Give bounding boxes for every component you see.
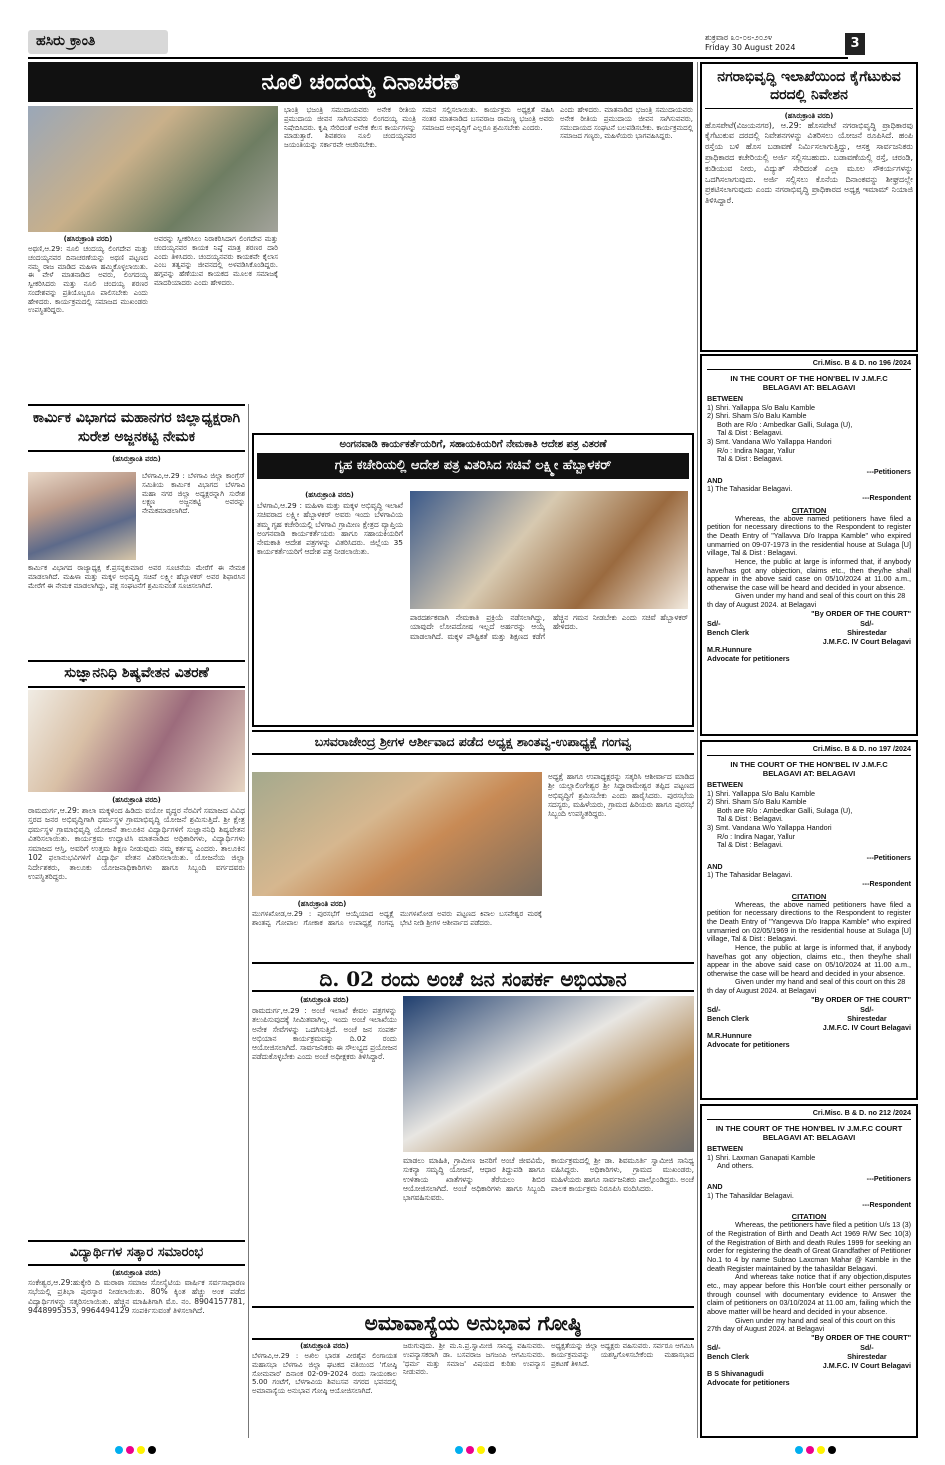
citation-body-2: And whereas take notice that if any objection,disputes etc., may appear before this Hon'ble court either personally or through counsel with documentary evidence to Answer the claim of petitioners on 03/10/2024 at 11.00 am, failing which the above matter will be heard and decided in your absence. [707,1272,911,1316]
postal-event-photo [403,996,694,1152]
paper-name: ಹಸಿರು ಕ್ರಾಂತಿ [28,30,168,54]
and-label: AND [707,1182,723,1192]
divider [697,62,698,1438]
black-dot [488,1446,496,1454]
article-col-5: ಎಂದು ಹೇಳಿದರು. ಮಾತನಾಡಿದ ಭಜಂತ್ರಿ ಸಮುದಾಯವರು ಅನೇಕ ರೀತಿಯ ಪ್ರಮುದಾಯ ಜೀವನ ಸಾಗಿಸುವವರು, ಸಮುದಾಯದ ಸಂಘಟನೆ ಬಲಪಡಿಸಬೇಕು. ಕಾರ್ಯಕ್ರಮದಲ್ಲಿ ಸಮಾಜದ ಗಣ್ಯರು, ಮಹಿಳೆಯರು ಭಾಗವಹಿಸಿದ್ದರು. [560,106,693,141]
and-label: AND [707,475,723,485]
party-7: Tal & Dist : Belagavi. [717,840,783,850]
registration-marks-left [115,1446,156,1454]
article-ajjanakatti [28,404,245,684]
party-2: And others. [717,1161,754,1171]
article-col-4: ಸಮನ ಸಲ್ಲಿಸಲಾಯಿತು. ಕಾರ್ಯಕ್ರಮ ಅಧ್ಯಕ್ಷತೆ ವಹಿಸಿ ನಂತರ ಮಾತನಾಡಿದ ಬಸವರಾಜ ರಾಮಣ್ಣ ಭಜಂತ್ರಿ ಅವರು ಸಮಾಜದ ಅಭಿವೃದ್ಧಿಗೆ ಎಲ್ಲರೂ ಶ್ರಮಿಸಬೇಕು ಎಂದರು. [422,106,554,132]
advocate-label: Advocate for petitioners [707,653,790,663]
advocate-name: M.R.Hunnure [707,645,752,655]
kicker: ಅಂಗನವಾಡಿ ಕಾರ್ಯಕರ್ತೆಯರಿಗೆ, ಸಹಾಯಕಿಯರಿಗೆ ನೇಮಕಾತಿ ಆದೇಶ ಪತ್ರ ವಿತರಣೆ [339,439,607,450]
article-body-1: ರಾಮದುರ್ಗ,ಆ.29 : ಅಂಚೆ ಇಲಾಖೆ ಕೇವಲ ಪತ್ರಗಳನ್ನು ತಲುಪಿಸುವುದಕ್ಕೆ ಸೀಮಿತವಾಗಿಲ್ಲ. ಇಂದು ಅಂಚೆ ಇಲಾಖೆಯು ಅನೇಕ ಸೇವೆಗಳನ್ನು ಒದಗಿಸುತ್ತಿದೆ. ಅಂಚೆ ಜನ ಸಂಪರ್ಕ ಅಭಿಯಾನ ಕಾರ್ಯಕ್ರಮವನ್ನು ದಿ.02 ರಂದು ಆಯೋಜಿಸಲಾಗಿದೆ. ಸಾರ್ವಜನಿಕರು ಈ ಸೌಲಭ್ಯದ ಪ್ರಯೋಜನ ಪಡೆದುಕೊಳ್ಳಬೇಕು ಎಂದು ಅಂಚೆ ಅಧೀಕ್ಷಕರು ತಿಳಿಸಿದ್ದಾರೆ. [252,1006,397,1062]
black-dot [148,1446,156,1454]
headline: ವಿದ್ಯಾರ್ಥಿಗಳ ಸತ್ಕಾರ ಸಮಾರಂಭ [28,1240,245,1266]
byline: (ಹಸಿರುಕ್ರಾಂತಿ ವರದಿ) [784,112,834,120]
and-label: AND [707,861,723,871]
article-sujnananidhi [28,660,245,1235]
citation-body: Whereas, the above named petitioners have filed a petition for necessary directions to the Respondent to register the Death Entry of "Yallavva D/o Irappa Kamble" who expired unmarried on 09-07-1973 in the residential house at Sulaga [U] village, Tal & Dist : Belagavi. [707,513,911,558]
court-notice-197 [700,740,918,1100]
signature-row [707,1344,911,1370]
article-body-1: ಬೆಳಗಾವಿ,ಆ.29 : ಅಖಿಲ ಭಾರತ ವೀರಶೈವ ಲಿಂಗಾಯತ ಮಹಾಸಭಾ ಬೆಳಗಾವಿ ಜಿಲ್ಲಾ ಘಟಕದ ವತಿಯಿಂದ 'ಗೋಷ್ಠಿ ಸೋಮವಾರ' ದಿನಾಂಕ 02-09-2024 ರಂದು ಸಾಯಂಕಾಲ 5.00 ಗಂಟೆಗೆ, ಬೆಳಗಾವಿಯ ಶಿವಬಸವ ನಗರದ ಭವನದಲ್ಲಿ ಅಮಾವಾಸ್ಯೆಯ ಅನುಭಾವ ಗೋಷ್ಠಿ ಆಯೋಜಿಸಲಾಗಿದೆ. [252,1352,397,1395]
advocate-name: B S Shivanagudi [707,1369,764,1379]
byline: (ಹಸಿರುಕ್ರಾಂತಿ ವರದಿ) [300,996,349,1004]
magenta-dot [466,1446,474,1454]
party-3: Both are R/o : Ambedkar Galli, Sulaga (U), [717,419,853,429]
citation-body: Whereas, the above named petitioners have filed a petition for necessary directions to the Respondent to register the Death Entry of "Yangevva D/o Irappa Kamble" who expired unmarried on 02/05/1969 in the residential house at Sulaga [U] village, Tal & Dist : Belagavi. [707,899,911,944]
byline: (ಹಸಿರುಕ್ರಾಂತಿ ವರದಿ) [300,1342,349,1350]
party-5: 3) Smt. Vandana W/o Yallappa Handori [707,437,832,447]
article-students [28,1240,245,1435]
registration-marks-right [795,1446,836,1454]
shirestedar: Sd/- Shirestedar J.M.F.C. IV Court Belagavi [822,1343,911,1370]
headline: ದಿ. 02 ರಂದು ಅಂಚೆ ಜನ ಸಂಪರ್ಕ ಅಭಿಯಾನ [252,962,694,992]
advocate-name: M.R.Hunnure [707,1031,752,1041]
article-col-3: ಭಾಂತ್ರಿ ಭಜಂತ್ರಿ ಸಮುದಾಯವರು ಅನೇಕ ರೀತಿಯ ಪ್ರಮುದಾಯ ಜೀವನ ಸಾಗಿಸುವವರು ಲಿಂಗದಯ್ಯ ಮಂತ್ರಿ ನಿಷೇದಿಸಿದರು. ಕೃಷಿ ಸೇರಿದಂತೆ ಅನೇಕ ಕೆಲಸ ಕಾರ್ಯಗಳನ್ನು ಮಾಡುತ್ತಾರೆ. ಶಿವಶರಣ ನೂಲಿ ಚಂದಯ್ಯನವರ ಜಯಂತಿಯನ್ನು ಸರ್ಕಾರವೇ ಆಚರಿಸಬೇಕು. [284,106,416,149]
anganwadi-photo [410,491,688,609]
divider [248,404,249,1438]
court-place: BELAGAVI AT: BELAGAVI [762,1132,856,1142]
byline-main: (ಹಸಿರುಕ್ರಾಂತಿ ವರದಿ) [63,235,113,243]
party-1: 1) Shri. Yallappa S/o Balu Kamble [707,402,816,412]
advocate-label: Advocate for petitioners [707,1377,790,1387]
citation-body: Whereas, the petitioners have filed a petition U/s 13 (3) of the Registration of Birth and Death Act 1969 R/W Sec 10(3) of the Registration of Birth and death Rules 1999 for seeking an order for registering the death of Great Grandfather of Petitioner No.1 to 4 by name Subrao Laxcman Mahar @ Kamble in the death Register maintained by the tahasildar Belagavi. [707,1220,911,1273]
court-notice-212 [700,1104,918,1438]
yellow-dot [817,1446,825,1454]
citation-label: CITATION [791,505,827,515]
case-number: Cri.Misc. B & D. no 197 /2024 [707,745,911,756]
bench-clerk: Sd/- Bench Clerk [707,1343,749,1362]
scholarship-photo [28,690,245,792]
party-2: 2) Shri. Sham S/o Balu Kamble [707,797,807,807]
byline: (ಹಸಿರುಕ್ರಾಂತಿ ವರದಿ) [112,454,161,463]
felicitation-photo [252,772,542,896]
article-anganwadi [252,433,694,727]
party-4: Tal & Dist : Belagavi. [717,814,783,824]
citation-label: CITATION [791,891,827,901]
citation-body-2: Hence, the public at large is informed that, if anybody have/has got any objection, claims etc., then they/he shall appear in the above said case on 05/10/2024 at 11.00 a.m., otherwise the case will be heard and decided in your absence. [707,942,911,978]
article-body-2: ಪಾರದರ್ಶಕವಾಗಿ ನೇಮಕಾತಿ ಪ್ರಕ್ರಿಯೆ ನಡೆಸಲಾಗಿದ್ದು, ಯಾವುದೇ ಲೋಪದೋಷ ಇಲ್ಲದೆ ಅರ್ಹರನ್ನು ಆಯ್ಕೆ ಮಾಡಲಾಗಿದೆ. ಮಕ್ಕಳ ಪೌಷ್ಟಿಕತೆ ಮತ್ತು ಶಿಕ್ಷಣದ ಕಡೆಗೆ ಹೆಚ್ಚಿನ ಗಮನ ನೀಡಬೇಕು ಎಂದು ಸಚಿವೆ ಹೆಬ್ಬಾಳಕರ್ ಹೇಳಿದರು. [410,613,688,641]
cyan-dot [455,1446,463,1454]
given-text: Given under my hand and seal of this court on this 27th day of August 2024. at Belagavi [707,1315,896,1334]
between-label: BETWEEN [707,779,743,789]
article-body-3: ಅಧ್ಯಕ್ಷತೆಯನ್ನು ಜಿಲ್ಲಾ ಅಧ್ಯಕ್ಷರು ವಹಿಸುವರು. ಸರ್ವರೂ ಆಗಮಿಸಿ ಕಾರ್ಯಕ್ರಮವನ್ನು ಯಶಸ್ವಿಗೊಳಿಸಬೇಕೆಂದು ಮಹಾಸಭಾದ ಪ್ರಕಟಣೆ ತಿಳಿಸಿದೆ. [551,1342,694,1368]
date-english: Friday 30 August 2024 [705,42,796,52]
citation-label: CITATION [791,1212,827,1222]
petitioners-label: ---Petitioners [866,466,911,476]
headline: ಬಸವರಾಜೇಂದ್ರ ಶ್ರೀಗಳ ಆರ್ಶೀವಾದ ಪಡೆದ ಅಧ್ಯಕ್ಷ ಶಾಂತವ್ವ-ಉಪಾಧ್ಯಕ್ಷೆ ಗಂಗವ್ವ [252,730,694,755]
article-body-3: ಕಾರ್ಯಕ್ರಮದಲ್ಲಿ ಶ್ರೀ ಡಾ. ಶಿವಮೂರ್ತಿ ಸ್ವಾಮೀಜಿ ಸಾನಿಧ್ಯ ವಹಿಸಿದ್ದರು. ಅಧಿಕಾರಿಗಳು, ಗ್ರಾಮದ ಮುಖಂಡರು, ಮಹಿಳೆಯರು ಹಾಗೂ ಸಾರ್ವಜನಿಕರು ಪಾಲ್ಗೊಂಡಿದ್ದರು. ಅಂಚೆ ಪಾಲಕ ಕಾರ್ಯಕ್ರಮ ನಿರೂಪಿಸಿ ವಂದಿಸಿದರು. [551,1156,694,1193]
yellow-dot [477,1446,485,1454]
masthead-rule [28,57,848,59]
party-1: 1) Shri. Laxman Ganapati Kamble [707,1152,816,1162]
headline: ನೂಲಿ ಚಂದಯ್ಯ ದಿನಾಚರಣೆ [28,62,693,102]
party-6: R/o : Indira Nagar, Yallur [717,445,796,455]
headline: ಗೃಹ ಕಚೇರಿಯಲ್ಲಿ ಆದೇಶ ಪತ್ರ ವಿತರಿಸಿದ ಸಚಿವೆ ಲಕ್ಷ್ಮೀ ಹೆಬ್ಬಾಳಕರ್ [257,453,689,479]
citation-body-2: Hence, the public at large is informed that, if anybody have/has got any objection, claims etc., then they/he shall appear in the above said case on 05/10/2024 at 11.00 a.m., otherwise the case will be heard and decided in your absence. [707,556,911,592]
article-amavasye [252,1306,694,1438]
signature-row [707,1006,911,1032]
headline: ಅಮಾವಾಸ್ಯೆಯ ಅನುಭಾವ ಗೋಷ್ಠಿ [252,1306,694,1340]
court-order: "By ORDER OF THE COURT" [811,1332,911,1342]
party-2: 2) Shri. Sham S/o Balu Kamble [707,411,807,421]
article-nooli-chandayya [28,62,693,232]
yellow-dot [137,1446,145,1454]
bench-clerk: Sd/- Bench Clerk [707,1005,749,1023]
court-place: BELAGAVI AT: BELAGAVI [762,382,856,392]
case-number: Cri.Misc. B & D. no 212 /2024 [707,1109,911,1120]
respondent-label: ---Respondent [862,878,911,888]
article-body-1: ಬೆಳಗಾವಿ,ಆ.29 : ಮಹಿಳಾ ಮತ್ತು ಮಕ್ಕಳ ಅಭಿವೃದ್ಧಿ ಇಲಾಖೆ ಸಚಿವರಾದ ಲಕ್ಷ್ಮೀ ಹೆಬ್ಬಾಳಕರ್ ಅವರು ಇಂದು ಬೆಳಗಾವಿಯ ತಮ್ಮ ಗೃಹ ಕಚೇರಿಯಲ್ಲಿ ಬೆಳಗಾವಿ ಗ್ರಾಮೀಣ ಕ್ಷೇತ್ರದ ವ್ಯಾಪ್ತಿಯ ಅಂಗನವಾಡಿ ಕಾರ್ಯಕರ್ತೆಯರು ಹಾಗೂ ಸಹಾಯಕಿಯರಿಗೆ ನೇಮಕಾತಿ ಆದೇಶ ಪತ್ರಗಳನ್ನು ವಿತರಿಸಿದರು. ಜಿಲ್ಲೆಯ 35 ಕಾರ್ಯಕರ್ತೆಯರಿಗೆ ಆದೇಶ ಪತ್ರ ನೀಡಲಾಯಿತು. [257,501,403,557]
respondent-label: ---Respondent [862,1199,911,1209]
article-basavarajendra [252,730,694,960]
party-7: Tal & Dist : Belagavi. [717,454,783,464]
court-place: BELAGAVI AT: BELAGAVI [762,768,856,778]
respondent: 1) The Tahasidar Belagavi. [707,484,793,494]
registration-marks-center [455,1446,496,1454]
masthead-date [705,33,845,52]
article-body: ಹೊಸಪೇಟೆ(ವಿಜಯನಗರ), ಆ.29: ಹೊಸಪೇಟೆ ನಗರಾಭಿವೃದ್ಧಿ ಪ್ರಾಧಿಕಾರವು ಕೈಗೆಟುಕುವ ದರದಲ್ಲಿ ನಿವೇಶನಗಳನ್ನು ವಿತರಿಸಲು ಯೋಜನೆ ರೂಪಿಸಿದೆ. ಹಂಪಿ ರಸ್ತೆಯ ಬಳಿ ಹೊಸ ಬಡಾವಣೆ ನಿರ್ಮಿಸಲಾಗುತ್ತಿದ್ದು, ಆಸಕ್ತ ಸಾರ್ವಜನಿಕರು ಪ್ರಾಧಿಕಾರದ ಕಚೇರಿಯಲ್ಲಿ ಅರ್ಜಿ ಸಲ್ಲಿಸಬಹುದು. ಬಡಾವಣೆಯಲ್ಲಿ ರಸ್ತೆ, ಚರಂಡಿ, ಕುಡಿಯುವ ನೀರು, ವಿದ್ಯುತ್ ಸೇರಿದಂತೆ ಎಲ್ಲಾ ಮೂಲ ಸೌಕರ್ಯಗಳನ್ನು ಒದಗಿಸಲಾಗುವುದು. ಅರ್ಜಿ ಸಲ್ಲಿಸಲು ಕೊನೆಯ ದಿನಾಂಕವನ್ನು ಶೀಘ್ರದಲ್ಲೇ ಪ್ರಕಟಿಸಲಾಗುವುದು ಎಂದು ನಗರಾಭಿವೃದ್ಧಿ ಪ್ರಾಧಿಕಾರದ ಅಧ್ಯಕ್ಷ ಇಮಾಮ್ ನಿಯಾಜಿ ತಿಳಿಸಿದ್ದಾರೆ. [705,120,913,206]
court-notice-196 [700,354,918,736]
article-body-2: ಮಾಡಲು ಮಾಹಿತಿ, ಗ್ರಾಮೀಣ ಜನರಿಗೆ ಅಂಚೆ ಜೀವವಿಮೆ, ಸುಕನ್ಯಾ ಸಮೃದ್ಧಿ ಯೋಜನೆ, ಆಧಾರ ತಿದ್ದುಪಡಿ ಹಾಗೂ ಉಳಿತಾಯ ಖಾತೆಗಳನ್ನು ತೆರೆಯಲು ಶಿಬಿರ ಆಯೋಜಿಸಲಾಗಿದೆ. ಅಂಚೆ ಅಧಿಕಾರಿಗಳು ಹಾಗೂ ಸಿಬ್ಬಂದಿ ಭಾಗವಹಿಸುವರು. [403,1156,545,1202]
signature-row [707,620,911,646]
court-order: "By ORDER OF THE COURT" [811,608,911,618]
shirestedar: Sd/- Shirestedar J.M.F.C. IV Court Belagavi [822,1005,911,1032]
article-body-1: ಬೆಳಗಾವಿ,ಆ.29 : ಬೆಳಗಾವಿ ಜಿಲ್ಲಾ ಕಾಂಗ್ರೆಸ್ ಸಮಿತಿಯ ಕಾರ್ಮಿಕ ವಿಭಾಗದ ಬೆಳಗಾವಿ ಮಹಾ ನಗರ ಜಿಲ್ಲಾ ಅಧ್ಯಕ್ಷರನ್ನಾಗಿ ಸುರೇಶ ಲಕ್ಷ್ಮಣ ಅಜ್ಜನಕಟ್ಟಿ ಅವರನ್ನು ನೇಮಕಮಾಡಲಾಗಿದೆ. [142,472,245,515]
party-5: 3) Smt. Vandana W/o Yallappa Handori [707,823,832,833]
court-name: IN THE COURT OF THE HON'BEL IV J.M.F.C [730,759,888,769]
article-body-2: ಅಧ್ಯಕ್ಷೆ ಹಾಗೂ ಉಪಾಧ್ಯಕ್ಷರನ್ನು ಸತ್ಕರಿಸಿ ಆಶೀರ್ವಾದ ಮಾಡಿದ ಶ್ರೀ ಯಲ್ಲಾಲಿಂಗೇಶ್ವರ ಶ್ರೀ ಸಿದ್ದಾರಾಮೇಶ್ವರ ತಪ್ಪಿದ ಪಟ್ಟಣದ ಅಭಿವೃದ್ಧಿಗೆ ಶ್ರಮಿಸಬೇಕು ಎಂದು ಹಾರೈಸಿದರು. ಪುರಸಭೆಯ ಸದಸ್ಯರು, ಮಹಿಳೆಯರು, ಗ್ರಾಮದ ಹಿರಿಯರು ಹಾಗೂ ಪುರಸಭೆ ಸಿಬ್ಬಂದಿ ಉಪಸ್ಥಿತರಿದ್ದರು. [548,772,694,818]
party-6: R/o : Indira Nagar, Yallur [717,831,796,841]
byline: (ಹಸಿರುಕ್ರಾಂತಿ ವರದಿ) [112,796,161,804]
article-body: ರಾಮದುರ್ಗ,ಆ.29: ಶಾಲಾ ಮಕ್ಕಳಿಂದ ಹಿಡಿದು ವಯೋ ವೃದ್ಧರ ನೆರವಿಗೆ ಸಮಾಜದ ವಿವಿಧ ಸ್ತರದ ಜನರ ಅಭಿವೃದ್ಧಿಗಾಗಿ ಧರ್ಮಸ್ಥಳ ಗ್ರಾಮಾಭಿವೃದ್ಧಿ ಯೋಜನೆ ಶ್ರಮಿಸುತ್ತಿದೆ. ಶ್ರೀ ಕ್ಷೇತ್ರ ಧರ್ಮಸ್ಥಳ ಗ್ರಾಮಾಭಿವೃದ್ಧಿ ಯೋಜನೆ ತಾಲೂಕಿನ ವಿದ್ಯಾರ್ಥಿಗಳಿಗೆ ಸುಜ್ಞಾನನಿಧಿ ಶಿಷ್ಯವೇತನ ವಿತರಿಸಲಾಯಿತು. ಕಾರ್ಯಕ್ರಮ ಉದ್ಘಾಟಿಸಿ ಮಾತನಾಡಿದ ಅಧಿಕಾರಿಗಳು, ವಿದ್ಯಾರ್ಥಿಗಳು ಸಮಾಜದ ಆಸ್ತಿ, ಅವರಿಗೆ ಉತ್ತಮ ಶಿಕ್ಷಣ ನೀಡುವುದು ನಮ್ಮ ಕರ್ತವ್ಯ ಎಂದರು. ತಾಲೂಕಿನ 102 ಫಲಾನುಭವಿಗಳಿಗೆ ವಿದ್ಯಾರ್ಥಿ ವೇತನ ವಿತರಿಸಲಾಯಿತು. ಯೋಜನೆಯ ಜಿಲ್ಲಾ ನಿರ್ದೇಶಕರು, ತಾಲೂಕು ಯೋಜನಾಧಿಕಾರಿಗಳು ಹಾಗೂ ಸಿಬ್ಬಂದಿ ವರ್ಗದವರು ಉಪಸ್ಥಿತರಿದ್ದರು. [28,806,245,882]
respondent-label: ---Respondent [862,492,911,502]
respondent: 1) The Tahasildar Belagavi. [707,1191,794,1201]
shirestedar: Sd/- Shirestedar J.M.F.C. IV Court Belagavi [822,619,911,646]
between-label: BETWEEN [707,393,743,403]
headline: ಕಾರ್ಮಿಕ ವಿಭಾಗದ ಮಹಾನಗರ ಜಿಲ್ಲಾಧ್ಯಕ್ಷರಾಗಿ ಸುರೇಶ ಅಜ್ಜನಕಟ್ಟಿ ನೇಮಕ [28,404,245,452]
party-3: Both are R/o : Ambedkar Galli, Sulaga (U), [717,805,853,815]
respondent: 1) The Tahasidar Belagavi. [707,870,793,880]
page-number: 3 [845,33,865,55]
article-janasampark [252,962,694,1302]
court-order: "By ORDER OF THE COURT" [811,994,911,1004]
headline: ಸುಜ್ಞಾನನಿಧಿ ಶಿಷ್ಯವೇತನ ವಿತರಣೆ [28,660,245,688]
advocate-label: Advocate for petitioners [707,1039,790,1049]
party-4: Tal & Dist : Belagavi. [717,428,783,438]
court-name: IN THE COURT OF THE HON'BEL IV J.M.F.C COURT [715,1123,903,1133]
petitioners-label: ---Petitioners [866,1173,911,1183]
cyan-dot [115,1446,123,1454]
article-col-2: ಅವರನ್ನು ಸ್ವೀಕರಿಸಿಲು ನಿರಾಕರಿಸಿದಾಗ ಲಿಂಗದೇವ ಮತ್ತು ಚಂದಯ್ಯನವರ ಕಾಯಕ ನಿಷ್ಠೆ ಮಾತ್ರ ಶರಣರ ದಾರಿ ಎಂದು ತಿಳಿಸಿದರು. ಚಂದಯ್ಯನವರು ಕಾಯಕವೇ ಕೈಲಾಸ ಎಂಬ ತತ್ವವನ್ನು ಜೀವನದಲ್ಲಿ ಅಳವಡಿಸಿಕೊಂಡಿದ್ದರು. ಹಗ್ಗವನ್ನು ಹೆಣೆಯುವ ಕಾಯಕದ ಮೂಲಕ ಸಮಾಜಕ್ಕೆ ಮಾದರಿಯಾದರು ಎಂದು ಹೇಳಿದರು. [154,235,278,287]
given-text: Given under my hand and seal of this court on this 28 th day of August 2024. at Belagavi [707,977,906,996]
between-label: BETWEEN [707,1143,743,1153]
appointment-photo [28,472,136,560]
magenta-dot [806,1446,814,1454]
article-col-1: ಅಥಣಿ,ಆ.29: ನೂಲಿ ಚಂದಯ್ಯ ಲಿಂಗದೇವ ಮತ್ತು ಚಂದಯ್ಯನವರ ದಿನಾಚರಣೆಯನ್ನು ಅಥಣಿ ಪಟ್ಟಣದ ನಮ್ಮ ರಾಜ ಮಾಡಿದ ಮಹಿಳಾ ಹಮ್ಮಿಕೊಳ್ಳಲಾಯಿತು. ಈ ವೇಳೆ ಮಾತನಾಡಿದ ಅವರು, ಲಿಂಗದಯ್ಯ ಸ್ವೀಕರಿಸಿದರು ಮತ್ತು ನೂಲಿ ಚಂದಯ್ಯ ಶರಣರ ಸಂದೇಶವನ್ನು ಪ್ರತಿಯೊಬ್ಬರೂ ಪಾಲಿಸಬೇಕು ಎಂದು ಹೇಳಿದರು. ಕಾರ್ಯಕ್ರಮದಲ್ಲಿ ಸಮಾಜದ ಮುಖಂಡರು ಉಪಸ್ಥಿತರಿದ್ದರು. [28,245,148,315]
party-1: 1) Shri. Yallappa S/o Balu Kamble [707,788,816,798]
byline: (ಹಸಿರುಕ್ರಾಂತಿ ವರದಿ) [297,900,347,908]
masthead [0,0,945,60]
case-number: Cri.Misc. B & D. no 196 /2024 [707,359,911,370]
article-urban-development [700,62,918,352]
magenta-dot [126,1446,134,1454]
headline: ನಗರಾಭಿವೃದ್ಧಿ ಇಲಾಖೆಯಿಂದ ಕೈಗೆಟುಕುವ ದರದಲ್ಲಿ ನಿವೇಶನ [705,67,913,109]
event-photo [28,106,278,232]
given-text: Given under my hand and seal of this court on this 28 th day of August 2024. at Belagavi [707,591,906,610]
byline: (ಹಸಿರುಕ್ರಾಂತಿ ವರದಿ) [305,491,354,499]
petitioners-label: ---Petitioners [866,852,911,862]
article-body-2: ಜರುಗುವುದು. ಶ್ರೀ ಮ.ನಿ.ಪ್ರ.ಸ್ವಾಮೀಜಿ ಸಾನಿಧ್ಯ ವಹಿಸುವರು. ಉಪನ್ಯಾಸಕರಾಗಿ ಡಾ. ಬಸವರಾಜ ಜಗಜಂಪಿ ಆಗಮಿಸುವರು. 'ಧರ್ಮ ಮತ್ತು ಸಮಾಜ' ವಿಷಯದ ಕುರಿತು ಉಪನ್ಯಾಸ ನೀಡುವರು. [403,1342,545,1377]
article-body: ಸಂಕೇಶ್ವರ,ಆ.29:ಹುಕ್ಕೇರಿ ದಿ ಮರಾಠಾ ಸಮಾಜ ಸೋಸೈಟಿಯ ವಾರ್ಷಿಕ ಸರ್ವಸಾಧಾರಣ ಸಭೆಯಲ್ಲಿ ಪ್ರತಿಭಾ ಪುರಸ್ಕಾರ ನೀಡಲಾಯಿತು. 80% ಕ್ಕಿಂತ ಹೆಚ್ಚು ಅಂಕ ಪಡೆದ ವಿದ್ಯಾರ್ಥಿಗಳನ್ನು ಸತ್ಕರಿಸಲಾಯಿತು. ಹೆಚ್ಚಿನ ಮಾಹಿತಿಗಾಗಿ ಮೊ. ನಂ. 8904157781, 9448995353, 9964494129 ಸಂಪರ್ಕಿಸುವಂತೆ ತಿಳಿಸಲಾಗಿದೆ. [28,1277,245,1316]
article-body-1: ಮುಗಳಖೋಡ,ಆ.29 : ಪುರಸಭೆಗೆ ಆಯ್ಕೆಯಾದ ಅಧ್ಯಕ್ಷೆ ಶಾಂತವ್ವ ಗೋಪಾಲ ಗೋಕಾಕ ಹಾಗೂ ಉಪಾಧ್ಯಕ್ಷೆ ಗಂಗವ್ವ ಮುಗಳಖೋಡ ಅವರು ಪಟ್ಟಣದ ಕಿವಾಲ ಬಸವೇಶ್ವರ ಮಠಕ್ಕೆ ಭೇಟಿ ನೀಡಿ ಶ್ರೀಗಳ ಆಶೀರ್ವಾದ ಪಡೆದರು. [252,910,542,927]
cyan-dot [795,1446,803,1454]
date-kannada: ಶುಕ್ರವಾರ ೩೦-೦೮-೨೦೨೪ [705,33,773,42]
byline: (ಹಸಿರುಕ್ರಾಂತಿ ವರದಿ) [112,1269,161,1278]
bench-clerk: Sd/- Bench Clerk [707,619,749,637]
black-dot [828,1446,836,1454]
court-name: IN THE COURT OF THE HON'BEL IV J.M.F.C [730,373,888,383]
article-body-2: ಕಾರ್ಮಿಕ ವಿಭಾಗದ ರಾಜ್ಯಾಧ್ಯಕ್ಷ ಕೆ.ಪ್ರಸನ್ನಕುಮಾರ ಅವರ ಸೂಚನೆಯ ಮೇರೆಗೆ ಈ ನೇಮಕ ಮಾಡಲಾಗಿದೆ. ಮಹಿಳಾ ಮತ್ತು ಮಕ್ಕಳ ಅಭಿವೃದ್ಧಿ ಸಚಿವೆ ಲಕ್ಷ್ಮೀ ಹೆಬ್ಬಾಳಕರ್ ಅವರ ಶಿಫಾರಸಿನ ಮೇರೆಗೆ ಈ ನೇಮಕ ಮಾಡಲಾಗಿದ್ದು, ಪಕ್ಷ ಸಂಘಟನೆಗೆ ಶ್ರಮಿಸುವಂತೆ ಸೂಚಿಸಲಾಗಿದೆ. [28,564,245,590]
